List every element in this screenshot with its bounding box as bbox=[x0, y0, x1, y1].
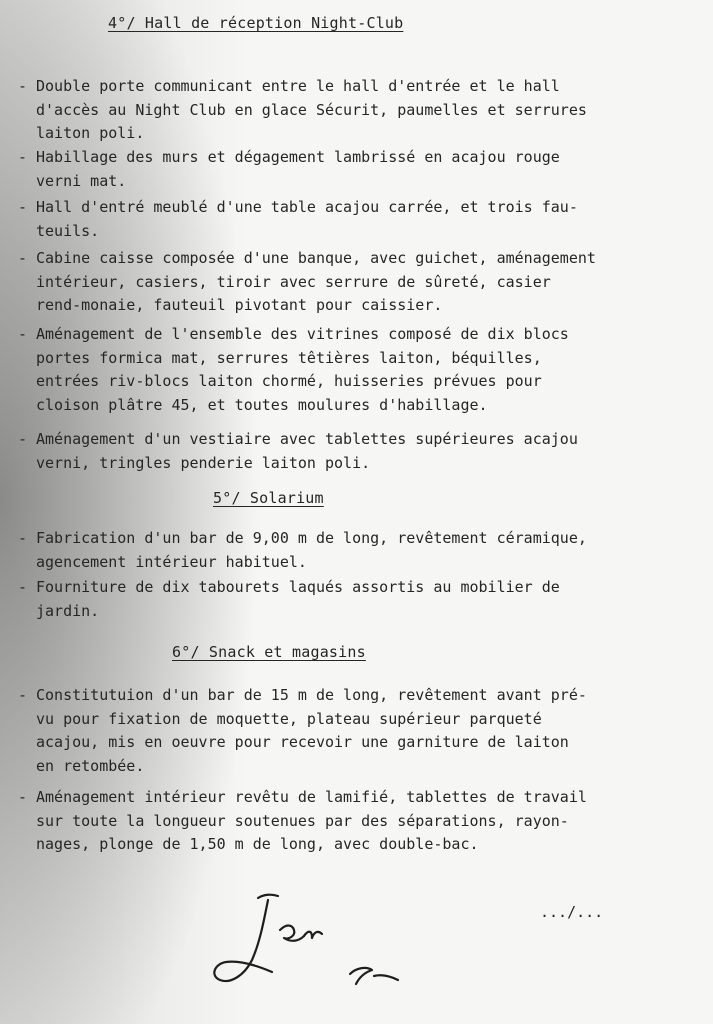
item-line: agencement intérieur habituel. bbox=[36, 552, 307, 571]
item-line: intérieur, casiers, tiroir avec serrure de sûreté, casier bbox=[36, 272, 551, 291]
item-line: acajou, mis en oeuvre pour recevoir une garniture de laiton bbox=[36, 733, 569, 751]
section-heading-hall: 4°/ Hall de réception Night-Club bbox=[108, 14, 404, 32]
section-heading-solarium: 5°/ Solarium bbox=[213, 489, 324, 507]
bullet-dash: - bbox=[18, 77, 28, 95]
list-item bbox=[18, 323, 569, 417]
item-line: rend-monaie, fauteuil pivotant pour caissier. bbox=[36, 296, 443, 314]
list-item bbox=[18, 75, 587, 146]
bullet-dash: - bbox=[18, 325, 28, 343]
item-line: Fourniture de dix tabourets laqués assortis au mobilier de bbox=[36, 578, 560, 596]
list-item bbox=[18, 146, 560, 193]
item-line: laiton poli. bbox=[36, 124, 145, 142]
list-item bbox=[18, 786, 587, 857]
section-heading-snack: 6°/ Snack et magasins bbox=[172, 643, 366, 661]
item-line: Aménagement d'un vestiaire avec tablettes supérieures acajou bbox=[36, 430, 578, 448]
item-line: sur toute la longueur soutenues par des séparations, rayon- bbox=[36, 811, 569, 830]
list-item bbox=[18, 428, 578, 475]
list-item bbox=[18, 247, 596, 318]
item-line: jardin. bbox=[36, 601, 100, 620]
item-line: verni, tringles penderie laiton poli. bbox=[36, 453, 371, 472]
item-line: Constitutuion d'un bar de 15 m de long, revêtement avant pré- bbox=[36, 686, 587, 704]
list-item bbox=[18, 196, 578, 243]
bullet-dash: - bbox=[18, 529, 28, 547]
item-line: Aménagement de l'ensemble des vitrines composé de dix blocs bbox=[36, 325, 569, 343]
item-line: vu pour fixation de moquette, plateau supérieur parqueté bbox=[36, 709, 542, 728]
item-line: nages, plonge de 1,50 m de long, avec double-bac. bbox=[36, 835, 479, 853]
item-line: d'accès au Night Club en glace Sécurit, paumelles et serrures bbox=[36, 100, 587, 119]
item-line: Fabrication d'un bar de 9,00 m de long, revêtement céramique, bbox=[36, 529, 587, 547]
item-line: Hall d'entré meublé d'une table acajou carrée, et trois fau- bbox=[36, 198, 578, 216]
item-line: verni mat. bbox=[36, 171, 127, 190]
item-line: entrées riv-blocs laiton chormé, huisseries prévues pour bbox=[36, 372, 542, 390]
bullet-dash: - bbox=[18, 430, 28, 448]
item-line: Habillage des murs et dégagement lambrissé en acajou rouge bbox=[36, 148, 560, 166]
bullet-dash: - bbox=[18, 686, 28, 704]
bullet-dash: - bbox=[18, 198, 28, 216]
list-item bbox=[18, 527, 587, 574]
item-line: teuils. bbox=[36, 221, 100, 240]
bullet-dash: - bbox=[18, 148, 28, 166]
list-item bbox=[18, 576, 560, 623]
item-line: portes formica mat, serrures têtières laiton, béquilles, bbox=[36, 348, 542, 367]
page-continuation: .../... bbox=[540, 903, 604, 921]
bullet-dash: - bbox=[18, 578, 28, 596]
item-line: cloison plâtre 45, et toutes moulures d'habillage. bbox=[36, 395, 488, 414]
bullet-dash: - bbox=[18, 788, 28, 806]
item-line: en retombée. bbox=[36, 756, 145, 775]
signature bbox=[200, 880, 440, 1000]
bullet-dash: - bbox=[18, 249, 28, 267]
item-line: Double porte communicant entre le hall d'entrée et le hall bbox=[36, 77, 560, 95]
item-line: Cabine caisse composée d'une banque, avec guichet, aménagement bbox=[36, 249, 596, 267]
item-line: Aménagement intérieur revêtu de lamifié, tablettes de travail bbox=[36, 788, 587, 806]
list-item bbox=[18, 684, 587, 778]
